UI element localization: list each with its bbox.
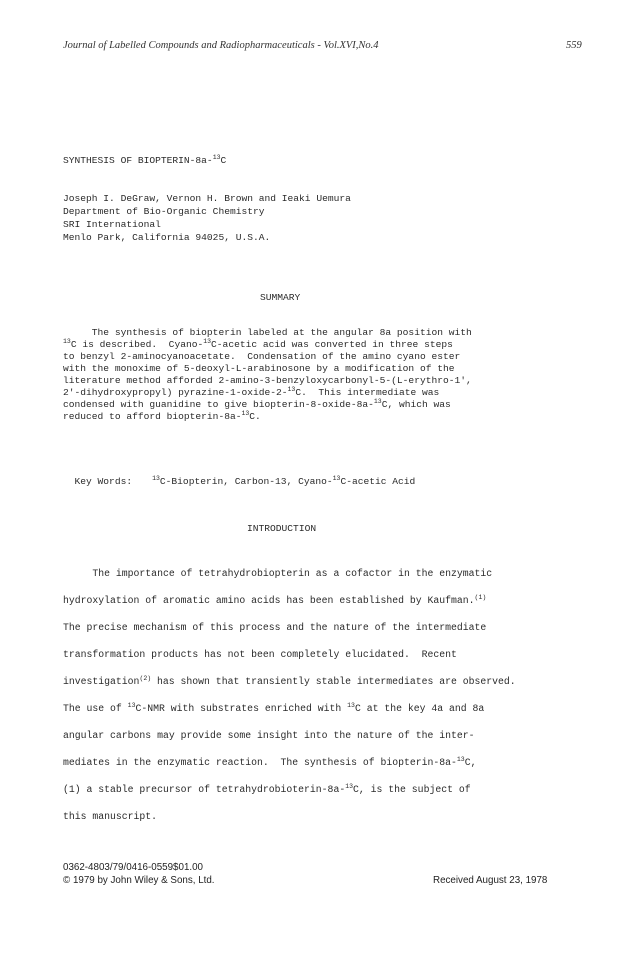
text-segment: The use of — [63, 703, 128, 714]
text-segment: this manuscript. — [63, 811, 158, 822]
text-segment: C-acetic Acid — [340, 476, 416, 487]
superscript: 13 — [127, 702, 136, 709]
text-segment: C-acetic acid was converted in three steps — [211, 339, 453, 350]
title-isotope: 13 — [212, 154, 221, 161]
text-line — [63, 399, 472, 411]
footer-received: Received August 23, 1978 — [433, 875, 548, 886]
superscript: 13 — [287, 386, 296, 393]
text-line — [63, 614, 516, 641]
text-line — [63, 803, 516, 830]
text-segment: angular carbons may provide some insight into the nature of the inter- — [63, 730, 475, 741]
text-segment: C is described. Cyano- — [70, 339, 204, 350]
text-segment: has shown that transiently stable intermediates are observed. — [151, 676, 516, 687]
keywords-label: Key Words: — [74, 476, 133, 487]
text-segment: 2'-dihydroxypropyl) pyrazine-1-oxide-2- — [63, 387, 288, 398]
text-line — [63, 387, 472, 399]
text-segment: to benzyl 2-aminocyanoacetate. Condensation of the amino cyano ester — [63, 351, 461, 362]
text-segment: investigation — [63, 676, 140, 687]
text-segment: (1) a stable precursor of tetrahydrobioterin-8a- — [63, 784, 346, 795]
text-segment: C, which was — [381, 399, 451, 410]
text-line — [63, 560, 516, 587]
superscript: 13 — [373, 398, 382, 405]
title-text: SYNTHESIS OF BIOPTERIN-8a- — [63, 155, 213, 166]
article-title — [63, 155, 226, 167]
text-segment: The precise mechanism of this process and the nature of the intermediate — [63, 622, 487, 633]
text-segment: mediates in the enzymatic reaction. The synthesis of biopterin-8a- — [63, 757, 457, 768]
footer-code: 0362-4803/79/0416-0559$01.00 — [63, 862, 204, 873]
text-line — [63, 327, 472, 339]
text-segment: C. This intermediate was — [295, 387, 440, 398]
superscript: 13 — [203, 338, 212, 345]
introduction-heading: INTRODUCTION — [247, 523, 317, 534]
superscript: (2) — [139, 675, 152, 682]
summary-heading: SUMMARY — [260, 292, 301, 303]
superscript: 13 — [456, 756, 465, 763]
keywords-items — [152, 476, 415, 487]
text-line — [63, 351, 472, 363]
keywords — [63, 464, 415, 488]
author-address: Menlo Park, California 94025, U.S.A. — [63, 232, 271, 243]
text-line — [63, 411, 472, 423]
text-segment: C, — [464, 757, 477, 768]
superscript: (1) — [474, 594, 487, 601]
footer-copyright: © 1979 by John Wiley & Sons, Ltd. — [63, 875, 215, 886]
text-segment: The synthesis of biopterin labeled at the angular 8a position with — [63, 327, 472, 338]
text-segment: C-NMR with substrates enriched with — [135, 703, 348, 714]
title-suffix: C — [220, 155, 227, 166]
superscript: 13 — [152, 475, 160, 482]
running-head: Journal of Labelled Compounds and Radiopharmaceuticals - Vol.XVI,No.4 — [63, 40, 379, 51]
text-line — [63, 776, 516, 803]
text-line — [63, 722, 516, 749]
text-line — [63, 587, 516, 614]
page-number: 559 — [566, 40, 582, 51]
text-line — [63, 375, 472, 387]
text-line — [63, 695, 516, 722]
summary-body — [63, 327, 472, 423]
text-segment: hydroxylation of aromatic amino acids has been established by Kaufman. — [63, 595, 475, 606]
introduction-body — [63, 560, 516, 830]
text-segment: C, is the subject of — [353, 784, 471, 795]
superscript: 13 — [345, 783, 354, 790]
text-line — [63, 668, 516, 695]
superscript: 13 — [332, 475, 341, 482]
text-segment: transformation products has not been completely elucidated. Recent — [63, 649, 457, 660]
superscript: 13 — [347, 702, 355, 709]
text-line — [63, 749, 516, 776]
text-segment: reduced to afford biopterin-8a- — [63, 411, 242, 422]
author-department: Department of Bio-Organic Chemistry — [63, 206, 265, 217]
superscript: 13 — [63, 338, 71, 345]
text-segment: condensed with guanidine to give biopterin-8-oxide-8a- — [63, 399, 374, 410]
text-line — [63, 339, 472, 351]
text-line — [63, 641, 516, 668]
text-segment: with the monoxime of 5-deoxyl-L-arabinosone by a modification of the — [63, 363, 455, 374]
text-segment: The importance of tetrahydrobiopterin as a cofactor in the enzymatic — [63, 568, 493, 579]
text-segment: C at the key 4a and 8a — [354, 703, 485, 714]
text-segment: C. — [249, 411, 261, 422]
text-line — [63, 363, 472, 375]
author-names: Joseph I. DeGraw, Vernon H. Brown and Ieaki Uemura — [63, 193, 351, 204]
text-segment: literature method afforded 2-amino-3-benzyloxycarbonyl-5-(L-erythro-1', — [63, 375, 472, 386]
text-segment: C-Biopterin, Carbon-13, Cyano- — [159, 476, 333, 487]
author-institution: SRI International — [63, 219, 161, 230]
superscript: 13 — [241, 410, 250, 417]
